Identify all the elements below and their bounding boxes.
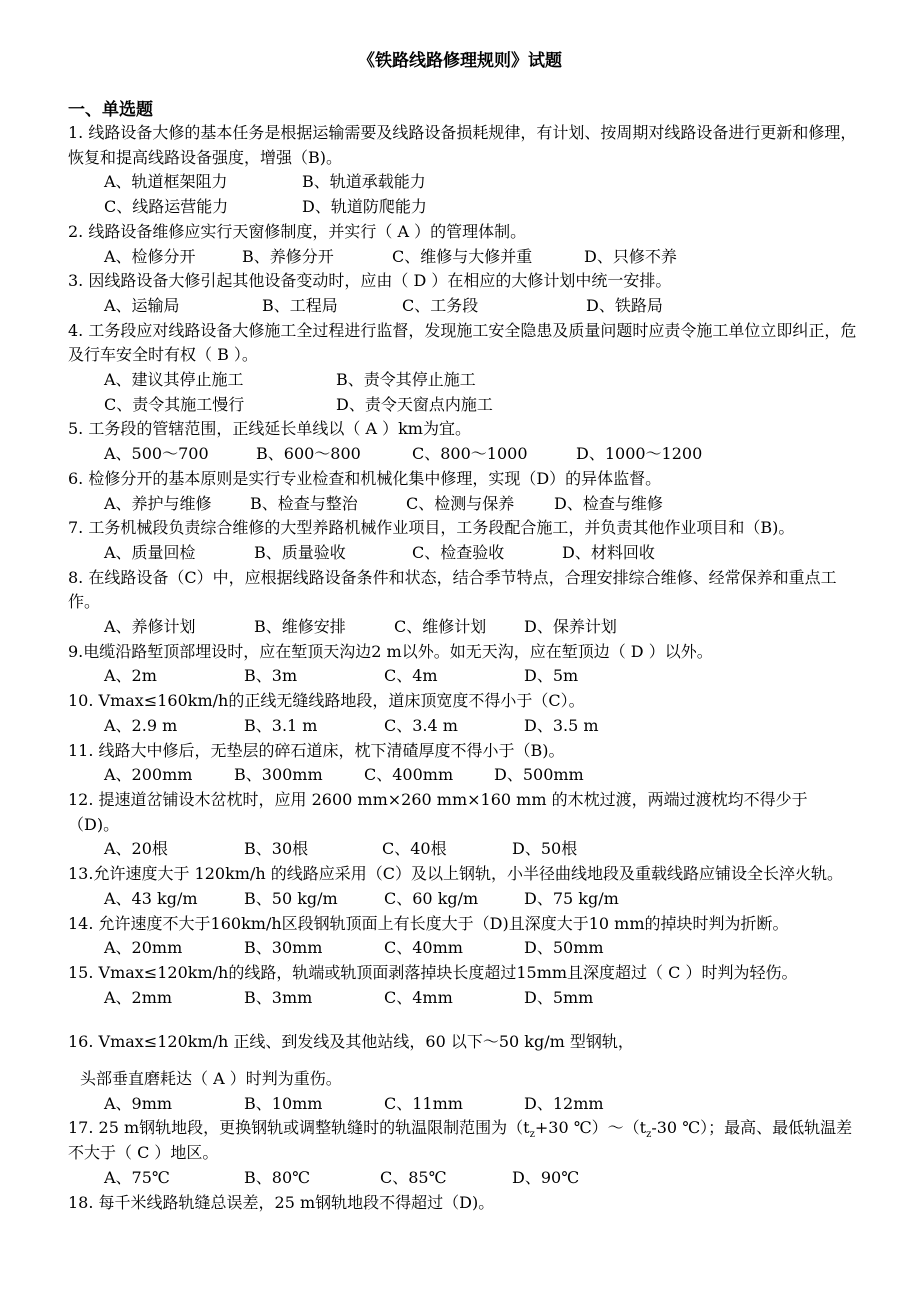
option-d: D、5m — [524, 666, 579, 686]
question-8-options — [68, 615, 858, 640]
option-a: A、500～700 — [104, 444, 209, 464]
question-17-text-b: +30 ℃）～（t — [534, 1118, 647, 1138]
question-3: 3. 因线路设备大修引起其他设备变动时，应由（ D ）在相应的大修计划中统一安排。 — [68, 271, 672, 291]
question-10-options — [68, 714, 858, 739]
question-17 — [68, 1116, 858, 1165]
option-b: B、质量验收 — [254, 542, 346, 562]
question-4-options-row1 — [68, 368, 858, 393]
option-a: A、9mm — [104, 1093, 173, 1113]
option-d: D、铁路局 — [586, 295, 663, 315]
question-13: 13.允许速度大于 120km/h 的线路应采用（C）及以上钢轨，小半径曲线地段及重载线路应铺设全长淬火轨。 — [68, 864, 843, 884]
question-17-text-c: -30 ℃）；最高、最低轨温差不大于（ C ）地区。 — [68, 1118, 853, 1163]
question-11: 11. 线路大中修后，无垫层的碎石道床，枕下清碴厚度不得小于（B)。 — [68, 740, 565, 760]
option-c: C、4mm — [384, 987, 453, 1007]
option-d: D、检查与维修 — [554, 493, 663, 513]
question-4-options-row2 — [68, 393, 858, 418]
question-13-options — [68, 887, 858, 912]
section-heading: 一、单选题 — [68, 100, 153, 120]
question-9-options — [68, 664, 858, 689]
option-c: C、60 kg/m — [384, 888, 479, 908]
question-3-options — [68, 294, 858, 319]
option-b: B、维修安排 — [254, 617, 346, 637]
option-d: D、1000～1200 — [576, 444, 703, 464]
subscript: z — [646, 1129, 652, 1141]
question-6-options — [68, 492, 858, 517]
question-16-line2: 头部垂直磨耗达（ A ）时判为重伤。 — [80, 1069, 342, 1089]
option-c: C、维修与大修并重 — [392, 246, 533, 266]
option-b: B、责令其停止施工 — [336, 370, 476, 390]
option-a: A、2mm — [104, 987, 173, 1007]
spacer — [68, 1010, 858, 1030]
question-15-options — [68, 986, 858, 1011]
spacer — [68, 1055, 858, 1067]
option-a: A、200mm — [104, 765, 193, 785]
option-b: B、轨道承载能力 — [302, 172, 426, 192]
option-c: C、责令其施工慢行 — [104, 394, 245, 414]
question-16-options — [68, 1092, 858, 1117]
option-c: C、400mm — [364, 765, 454, 785]
question-11-options — [68, 763, 858, 788]
question-10: 10. Vmax≤160km/h的正线无缝线路地段，道床顶宽度不得小于（C）。 — [68, 691, 585, 711]
question-14: 14. 允许速度不大于160km/h区段钢轨顶面上有长度大于（D)且深度大于10 mm的掉块时判为折断。 — [68, 913, 789, 933]
question-1-options-row1 — [68, 170, 858, 195]
question-15: 15. Vmax≤120km/h的线路，轨端或轨顶面剥落掉块长度超过15mm且深度超过（ C ）时判为轻伤。 — [68, 962, 798, 982]
question-12: 12. 提速道岔铺设木岔枕时，应用 2600 mm×260 mm×160 mm 的木枕过渡，两端过渡枕均不得少于（D)。 — [68, 789, 808, 834]
option-a: A、20mm — [104, 938, 183, 958]
question-2-options — [68, 245, 858, 270]
option-b: B、3m — [244, 666, 298, 686]
option-d: D、轨道防爬能力 — [302, 197, 427, 217]
option-a: A、2m — [104, 666, 157, 686]
option-c: C、4m — [384, 666, 438, 686]
option-c: C、检查验收 — [412, 542, 505, 562]
option-b: B、600～800 — [256, 444, 361, 464]
option-a: A、质量回检 — [104, 542, 196, 562]
option-c: C、40mm — [384, 938, 463, 958]
option-a: A、运输局 — [104, 295, 180, 315]
option-b: B、检查与整治 — [250, 493, 358, 513]
option-a: A、养修计划 — [104, 617, 196, 637]
question-1-options-row2 — [68, 195, 858, 220]
subscript: z — [529, 1129, 535, 1141]
option-b: B、3mm — [244, 987, 313, 1007]
question-5-options — [68, 442, 858, 467]
option-c: C、85℃ — [380, 1167, 447, 1187]
option-d: D、75 kg/m — [524, 888, 619, 908]
question-list — [68, 121, 858, 1215]
question-7-options — [68, 541, 858, 566]
option-d: D、90℃ — [512, 1167, 580, 1187]
option-b: B、养修分开 — [242, 246, 334, 266]
option-c: C、11mm — [384, 1093, 463, 1113]
option-c: C、检测与保养 — [406, 493, 515, 513]
option-c: C、工务段 — [402, 295, 479, 315]
option-b: B、10mm — [244, 1093, 323, 1113]
option-d: D、50根 — [512, 839, 578, 859]
question-9: 9.电缆沿路堑顶部埋设时，应在堑顶天沟边2 m以外。如无天沟，应在堑顶边（ D ）以外。 — [68, 641, 713, 661]
option-d: D、保养计划 — [524, 617, 617, 637]
option-b: B、30mm — [244, 938, 323, 958]
question-12-options — [68, 837, 858, 862]
document-title: 《铁路线路修理规则》试题 — [358, 51, 562, 71]
question-8: 8. 在线路设备（C）中，应根据线路设备条件和状态，结合季节特点，合理安排综合维修、经常保养和重点工作。 — [68, 567, 837, 612]
question-18: 18. 每千米线路轨缝总误差，25 m钢轨地段不得超过（D)。 — [68, 1192, 495, 1212]
option-c: C、维修计划 — [394, 617, 487, 637]
option-a: A、2.9 m — [104, 715, 178, 735]
option-d: D、5mm — [524, 987, 594, 1007]
option-c: C、3.4 m — [384, 715, 458, 735]
option-a: A、20根 — [104, 839, 168, 859]
question-5: 5. 工务段的管辖范围，正线延长单线以（ A ）km为宜。 — [68, 419, 471, 439]
option-b: B、80℃ — [244, 1167, 311, 1187]
option-a: A、检修分开 — [104, 246, 196, 266]
question-16-line1: 16. Vmax≤120km/h 正线、到发线及其他站线，60 以下～50 kg/m 型钢轨， — [68, 1032, 634, 1052]
option-c: C、800～1000 — [412, 444, 528, 464]
option-a: A、养护与维修 — [104, 493, 212, 513]
question-2: 2. 线路设备维修应实行天窗修制度，并实行（ A ）的管理体制。 — [68, 221, 527, 241]
question-14-options — [68, 936, 858, 961]
option-a: A、43 kg/m — [104, 888, 198, 908]
option-b: B、300mm — [234, 765, 323, 785]
option-b: B、50 kg/m — [244, 888, 338, 908]
option-d: D、12mm — [524, 1093, 604, 1113]
option-b: B、工程局 — [262, 295, 338, 315]
option-d: D、材料回收 — [562, 542, 655, 562]
question-7: 7. 工务机械段负责综合维修的大型养路机械作业项目，工务段配合施工，并负责其他作业项目和（B)。 — [68, 518, 795, 538]
option-d: D、500mm — [494, 765, 584, 785]
option-c: C、40根 — [382, 839, 447, 859]
option-a: A、轨道框架阻力 — [104, 172, 228, 192]
question-4: 4. 工务段应对线路设备大修施工全过程进行监督，发现施工安全隐患及质量问题时应责令施工单位立即纠正，危及行车安全时有权（ B ）。 — [68, 320, 857, 365]
option-d: D、责令天窗点内施工 — [336, 394, 493, 414]
option-c: C、线路运营能力 — [104, 197, 229, 217]
question-17-text-a: 17. 25 m钢轨地段，更换钢轨或调整轨缝时的轨温限制范围为（t — [68, 1118, 530, 1138]
question-1: 1. 线路设备大修的基本任务是根据运输需要及线路设备损耗规律，有计划、按周期对线路设备进行更新和修理，恢复和提高线路设备强度，增强（B)。 — [68, 123, 857, 167]
option-b: B、30根 — [244, 839, 309, 859]
option-b: B、3.1 m — [244, 715, 318, 735]
option-d: D、3.5 m — [524, 715, 599, 735]
question-6: 6. 检修分开的基本原则是实行专业检查和机械化集中修理，实现（D）的异体监督。 — [68, 468, 662, 488]
option-d: D、只修不养 — [584, 246, 677, 266]
option-a: A、建议其停止施工 — [104, 370, 244, 390]
option-a: A、75℃ — [104, 1167, 170, 1187]
option-d: D、50mm — [524, 938, 604, 958]
question-17-options — [68, 1166, 858, 1191]
